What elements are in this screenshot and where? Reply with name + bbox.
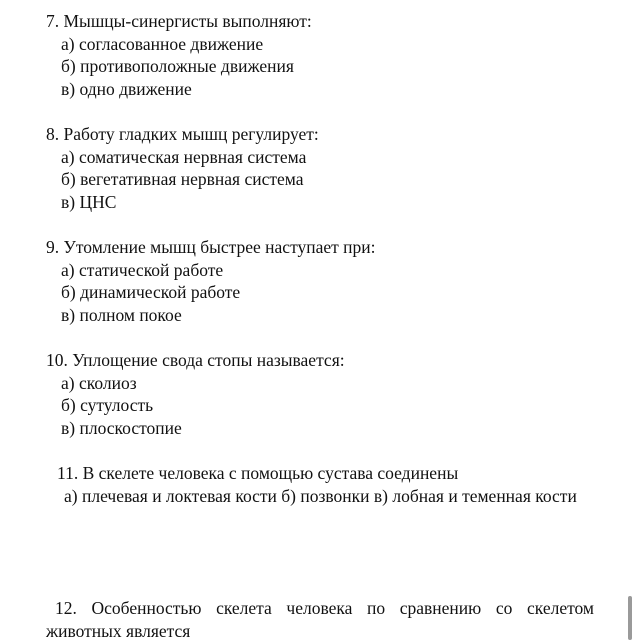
answer-option: б) противоположные движения <box>61 56 294 77</box>
question-title: 11. В скелете человека с помощью сустава соединены <box>57 463 459 483</box>
answer-option: в) плоскостопие <box>61 417 182 438</box>
question-title: 8. Работу гладких мышц регулирует: <box>46 124 319 144</box>
answer-option: в) ЦНС <box>61 191 117 212</box>
question-title: 7. Мышцы-синергисты выполняют: <box>46 11 312 31</box>
answer-option: а) статической работе <box>61 259 224 280</box>
answer-options-paragraph: а) плечевая и локтевая кости б) позвонки в) лобная и теменная кости <box>64 485 577 506</box>
question-10 <box>46 349 594 439</box>
question-title: 9. Утомление мышц быстрее наступает при: <box>46 237 376 257</box>
question-12 <box>46 597 594 642</box>
scrollbar-thumb[interactable] <box>628 596 632 640</box>
question-8 <box>46 123 594 213</box>
question-9 <box>46 236 594 326</box>
answer-option: а) соматическая нервная система <box>61 146 307 167</box>
question-11 <box>46 462 594 507</box>
answer-option: б) сутулость <box>61 395 154 416</box>
answer-option: в) одно движение <box>61 78 192 99</box>
question-7 <box>46 10 594 100</box>
answer-option: в) полном покое <box>61 304 182 325</box>
question-title: 12. Особенностью скелета человека по сравнению со скелетом животных является <box>46 598 594 641</box>
answer-option: б) вегетативная нервная система <box>61 169 304 190</box>
answer-option: б) динамической работе <box>61 282 241 303</box>
answer-option: а) согласованное движение <box>61 33 264 54</box>
question-title: 10. Уплощение свода стопы называется: <box>46 350 345 370</box>
answer-option: а) сколиоз <box>61 372 137 393</box>
